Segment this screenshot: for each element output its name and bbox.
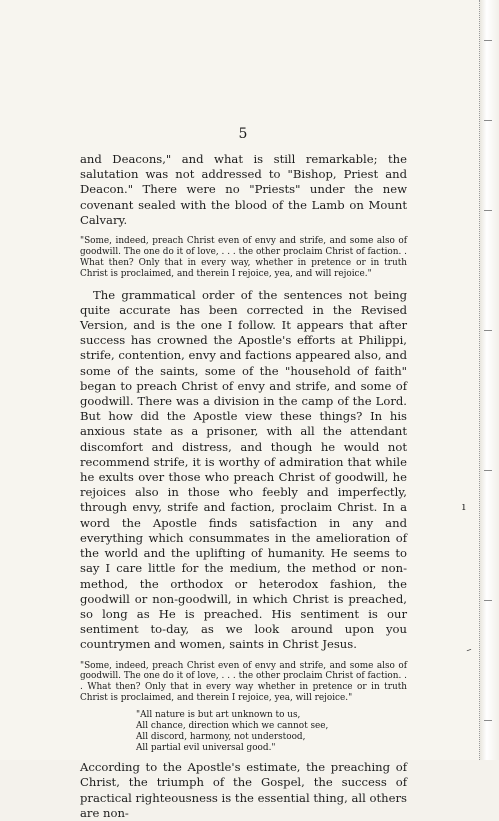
paragraph-2: The grammatical order of the sentences not being quite accurate has been corrected in the Revised Version, and is the one I follow. It appears that after success has crowned the Apostle's efforts at Philippi, strife, contention, envy and factions appeared also, and some of the saints, some of the "household of faith" began to preach Christ of envy and strife, and some of goodwill. There was a division in the camp of the Lord. But how did the Apostle view these things? In his anxious state as a prisoner, with all the attendant discomfort and distress, and though he would not recommend strife, it is worthy of admiration that while he exults over those who preach Christ of goodwill, he rejoices also in those who feebly and imperfectly, through envy, strife and faction, proclaim Christ. In a word the Apostle finds satisfaction in any and everything which consummates in the amelioration of the world and the uplifting of humanity. He seems to say I care little for the medium, the method or non-method, the orthodox or heterodox fashion, the goodwill or non-goodwill, in which Christ is preached, so long as He is preached. His sentiment is our sentiment to-day, as we look around upon you countrymen and women, saints in Christ Jesus. — [80, 287, 407, 652]
margin-mark: – — [463, 642, 474, 657]
paragraph-1: and Deacons," and what is still remarkable; the salutation was not addressed to "Bishop, Priest and Deacon." There were no "Priests" under the new covenant sealed with the blood of the Lamb on Mount Calvary. — [80, 152, 407, 227]
edge-tick — [484, 330, 492, 331]
edge-tick — [484, 120, 492, 121]
poem-line: "All nature is but art unknown to us, — [136, 710, 301, 721]
edge-tick — [484, 470, 492, 471]
quote-2: "Some, indeed, preach Christ even of envy and strife, and some also of goodwill. The one do it of love, . . . the other proclaim Christ of faction. . . What then? Only that in every way whether in pretence or in truth Christ is proclaimed, and therein I rejoice, yea, will rejoice." — [80, 660, 407, 704]
page-edge-strip — [479, 0, 499, 760]
poem — [136, 710, 407, 754]
edge-tick — [484, 210, 492, 211]
edge-tick — [484, 720, 492, 721]
margin-mark: ı — [462, 500, 466, 513]
paragraph-3: According to the Apostle's estimate, the preaching of Christ, the triumph of the Gospel, the success of practical righteousness is the essential thing, all others are non- — [80, 760, 407, 820]
edge-tick — [484, 40, 492, 41]
quote-1: "Some, indeed, preach Christ even of envy and strife, and some also of goodwill. The one do it of love, . . . the other proclaim Christ of faction. . What then? Only that in every way, whether in pretence or in truth Christ is proclaimed, and therein I rejoice, yea, and will rejoice." — [80, 236, 407, 279]
poem-line: All discord, harmony, not understood, — [136, 732, 306, 743]
poem-line: All partial evil universal good." — [136, 743, 276, 754]
poem-line: All chance, direction which we cannot see, — [136, 721, 329, 732]
page-content — [80, 126, 407, 821]
edge-tick — [484, 600, 492, 601]
page-number: 5 — [238, 126, 249, 142]
